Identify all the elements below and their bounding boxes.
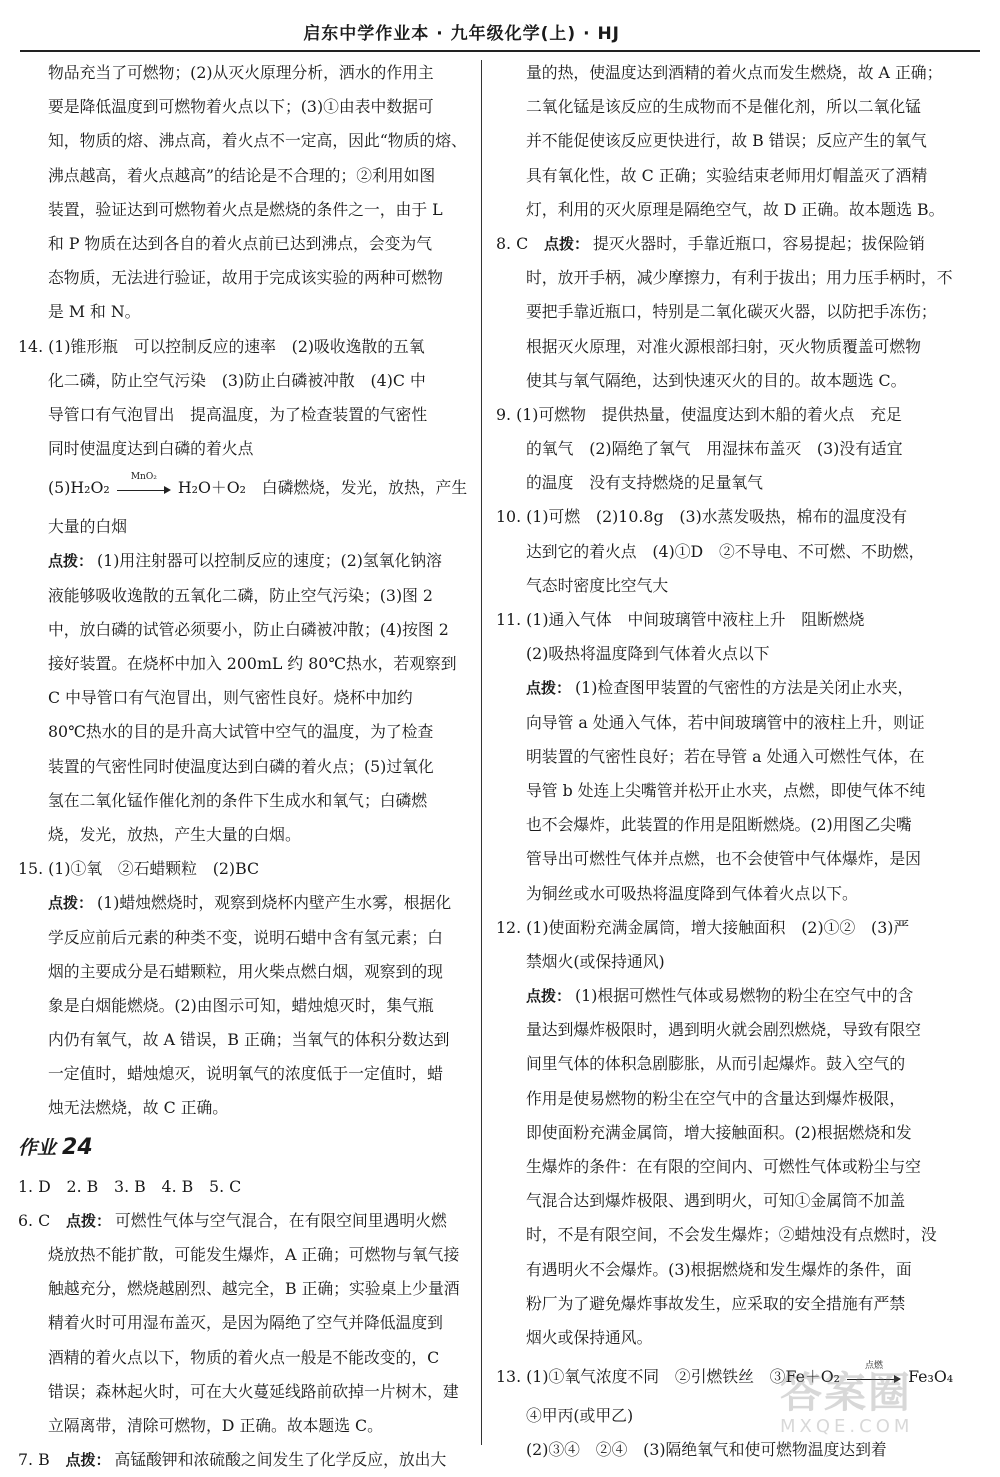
right-column [496, 56, 962, 1468]
text-line: 错误；森林起火时，可在大火蔓延线路前砍掉一片树木，建 [48, 1381, 459, 1401]
text-line: 达到它的着火点 (4)①D ②不导电、不可燃、不助燃， [526, 541, 925, 561]
text-line: 一定值时，蜡烛熄灭，说明氧气的浓度低于一定值时，蜡 [48, 1064, 443, 1084]
text-line: 沸点越高，着火点越高”的结论是不合理的；②利用如图 [48, 165, 436, 185]
tip-text: (1)检查图甲装置的气密性的方法是关闭止水夹， [575, 678, 914, 698]
text-line: 禁烟火(或保持通风) [526, 951, 665, 971]
text-line: 物品充当了可燃物；(2)从灭火原理分析，洒水的作用主 [48, 63, 434, 82]
text-line: 装置，验证达到可燃物着火点是燃烧的条件之一，由于 L [48, 199, 443, 219]
tip-line [496, 671, 962, 705]
tip-label: 点拨： [48, 894, 94, 913]
text-line: 同时使温度达到白磷的着火点 [48, 439, 254, 459]
text-line: 氢在二氧化锰作催化剂的条件下生成水和氧气；白磷燃 [48, 790, 428, 810]
text-line: 明装置的气密性良好；若在导管 a 处通入可燃性气体，在 [526, 746, 925, 766]
text-line: 80℃热水的目的是升高大试管中空气的温度，为了检查 [48, 722, 434, 742]
answer-12-line: 12. (1)使面粉充满金属筒，增大接触面积 (2)①② (3)严 [496, 917, 910, 937]
page-header-title: 启东中学作业本 · 九年级化学(上) · HJ [303, 24, 620, 44]
equation-product: Fe₃O₄ [908, 1367, 954, 1387]
text-line: 有遇明火不会爆炸。(3)根据燃烧和发生爆炸的条件，面 [526, 1259, 912, 1279]
text-line: 中，放白磷的试管必须要小，防止白磷被冲散；(4)按图 2 [48, 619, 449, 639]
text-line: 立隔离带，清除可燃物，D 正确。故本题选 C。 [48, 1415, 383, 1435]
text-line: 的温度 没有支持燃烧的足量氧气 [526, 473, 763, 493]
text-line: 使其与氧气隔绝，达到快速灭火的目的。故本题选 C。 [526, 370, 907, 390]
tip-label: 点拨： [48, 552, 94, 571]
homework-heading [18, 1126, 478, 1170]
answer-10-line: 10. (1)可燃 (2)10.8g (3)水蒸发吸热，棉布的温度没有 [496, 507, 908, 527]
text-line: 并不能促使该反应更快进行，故 B 错误；反应产生的氧气 [526, 131, 927, 151]
watermark-logo [780, 1370, 980, 1444]
text-line: 烟火或保持通风。 [526, 1327, 653, 1347]
text-line: 知，物质的熔、沸点高，着火点不一定高，因此“物质的熔、 [48, 131, 467, 151]
answer-13-text: 13. (1)①氧气浓度不同 ②引燃铁丝 ③Fe＋O₂ [496, 1367, 840, 1387]
reaction-arrow-icon [117, 471, 171, 496]
text-line: 也不会爆炸，此装置的作用是阻断燃烧。(2)用图乙尖嘴 [526, 815, 912, 835]
homework-title [18, 1134, 93, 1160]
text-line: 具有氧化性，故 C 正确；实验结束老师用灯帽盖灭了酒精 [526, 165, 928, 185]
column-divider [481, 60, 482, 1445]
answer-11-line: 11. (1)通入气体 中间玻璃管中液柱上升 阻断燃烧 [496, 610, 865, 629]
tip-text: 高锰酸钾和浓硫酸之间发生了化学反应，放出大 [114, 1450, 447, 1470]
text-line: 精着火时可用湿布盖灭，是因为隔绝了空气并降低温度到 [48, 1313, 443, 1333]
watermark-url: MXQE.COM [780, 1416, 914, 1437]
answer-7-key: 7. B [18, 1450, 66, 1470]
text-line: 时，不是有限空间，不会发生爆炸；②蜡烛没有点燃时，没 [526, 1225, 937, 1245]
text-line: 间里气体的体积急剧膨胀，从而引起爆炸。鼓入空气的 [526, 1054, 906, 1074]
text-line: 液能够吸收逸散的五氧化二磷，防止空气污染；(3)图 2 [48, 585, 433, 605]
tip-label: 点拨： [65, 1211, 111, 1230]
text-line: 触越充分，燃烧越剧烈、越完全，B 正确；实验桌上少量酒 [48, 1279, 460, 1299]
text-line: 和 P 物质在达到各自的着火点前已达到沸点，会变为气 [48, 233, 433, 253]
answer-6-line [18, 1204, 478, 1238]
tip-label: 点拨： [543, 234, 589, 253]
watermark-text: 答案圈 [780, 1368, 913, 1417]
homework-label: 作业 [18, 1136, 57, 1159]
answers-1-5-line: 1. D 2. B 3. B 4. B 5. C [18, 1176, 242, 1196]
tip-text: 提灭火器时，手靠近瓶口，容易提起；拔保险销 [593, 233, 925, 253]
text-line: 灯，利用的灭火原理是隔绝空气，故 D 正确。故本题选 B。 [526, 199, 945, 219]
page-header [20, 6, 980, 52]
tip-text: (1)用注射器可以控制反应的速度；(2)氢氧化钠溶 [97, 551, 442, 571]
tip-label: 点拨： [526, 679, 572, 698]
answer-9-line: 9. (1)可燃物 提供热量，使温度达到木船的着火点 充足 [496, 404, 902, 424]
text-line: 态物质，无法进行验证，故用于完成该实验的两种可燃物 [48, 268, 443, 288]
text-line: 作用是使易燃物的粉尘在空气中的含量达到爆炸极限， [526, 1088, 906, 1108]
tip-text: (1)蜡烛燃烧时，观察到烧杯内壁产生水雾，根据化 [97, 893, 452, 913]
text-line: 导管口有气泡冒出 提高温度，为了检查装置的气密性 [48, 404, 428, 424]
answer-14-line: 14. (1)锥形瓶 可以控制反应的速率 (2)吸收逸散的五氧 [18, 336, 425, 356]
text-line: 为铜丝或水可吸热将温度降到气体着火点以下。 [526, 883, 858, 903]
reaction-condition: 点燃 [865, 1360, 884, 1371]
answer-8-line [496, 227, 962, 261]
text-line: 粉厂为了避免爆炸事故发生，应采取的安全措施有严禁 [526, 1293, 906, 1313]
text-line: 接好装置。在烧杯中加入 200mL 约 80℃热水，若观察到 [48, 654, 457, 673]
text-line: 装置的气密性同时使温度达到白磷的着火点；(5)过氧化 [48, 756, 434, 776]
text-line: 烧，发光，放热，产生大量的白烟。 [48, 824, 301, 844]
equation-product: H₂O＋O₂ 白磷燃烧，发光，放热，产生 [177, 478, 468, 498]
text-line: 是 M 和 N。 [48, 302, 141, 322]
answer-8-key: 8. C [496, 233, 544, 253]
text-line: 内仍有氧气，故 A 错误，B 正确；当氧气的体积分数达到 [48, 1030, 450, 1050]
text-line: 根据灭火原理，对准火源根部扫射，灭火物质覆盖可燃物 [526, 336, 921, 356]
tip-label: 点拨： [65, 1451, 111, 1470]
left-column [18, 56, 478, 1477]
answer-6-key: 6. C [18, 1210, 66, 1230]
text-line: 大量的白烟 [48, 517, 127, 537]
tip-line [18, 544, 478, 578]
tip-label: 点拨： [526, 987, 572, 1006]
text-line: 化二磷，防止空气污染 (3)防止白磷被冲散 (4)C 中 [48, 370, 426, 390]
text-line: (2)吸热将温度降到气体着火点以下 [526, 644, 770, 664]
text-line: (2)③④ ②④ (3)隔绝氧气和使可燃物温度达到着 [526, 1440, 887, 1460]
tip-line [496, 979, 962, 1013]
text-line: C 中导管口有气泡冒出，则气密性良好。烧杯中加约 [48, 688, 413, 708]
text-line: 学反应前后元素的种类不变，说明石蜡中含有氢元素；白 [48, 927, 443, 947]
homework-number: 24 [62, 1134, 93, 1160]
text-line: 时，放开手柄，减少摩擦力，有利于拔出；用力压手柄时，不 [526, 268, 953, 288]
text-line: 向导管 a 处通入气体，若中间玻璃管中的液柱上升，则证 [526, 712, 925, 732]
equation-reactant: (5)H₂O₂ [48, 478, 110, 498]
text-line: 即使面粉充满金属筒，增大接触面积。(2)根据燃烧和发 [526, 1122, 912, 1142]
reaction-condition: MnO₂ [130, 471, 157, 482]
tip-line [18, 886, 478, 920]
answer-7-line [18, 1443, 478, 1477]
answer-15-line: 15. (1)①氧 ②石蜡颗粒 (2)BC [18, 859, 260, 879]
text-line: 生爆炸的条件：在有限的空间内、可燃性气体或粉尘与空 [526, 1157, 921, 1176]
text-line: 酒精的着火点以下，物质的着火点一般是不能改变的，C [48, 1347, 440, 1367]
text-line: 要把手靠近瓶口，特别是二氧化碳灭火器，以防把手冻伤； [526, 302, 937, 322]
text-line: 量达到爆炸极限时，遇到明火就会剧烈燃烧，导致有限空 [526, 1020, 921, 1040]
tip-text: (1)根据可燃性气体或易燃物的粉尘在空气中的含 [575, 986, 914, 1006]
chemical-equation-line [18, 466, 478, 510]
text-line: 要是降低温度到可燃物着火点以下；(3)①由表中数据可 [48, 97, 434, 117]
text-line: 二氧化锰是该反应的生成物而不是催化剂，所以二氧化锰 [526, 97, 921, 117]
text-line: 烛无法燃烧，故 C 正确。 [48, 1098, 229, 1118]
text-line: ④甲丙(或甲乙) [526, 1406, 634, 1426]
text-line: 的氧气 (2)隔绝了氧气 用湿抹布盖灭 (3)没有适宜 [526, 439, 903, 459]
text-line: 气混合达到爆炸极限、遇到明火，可知①金属筒不加盖 [526, 1191, 906, 1211]
text-line: 管导出可燃性气体并点燃，也不会使管中气体爆炸，是因 [526, 849, 921, 869]
text-line: 烟的主要成分是石蜡颗粒，用火柴点燃白烟，观察到的现 [48, 961, 443, 981]
tip-text: 可燃性气体与空气混合，在有限空间里遇明火燃 [115, 1210, 447, 1230]
text-line: 象是白烟能燃烧。(2)由图示可知，蜡烛熄灭时，集气瓶 [48, 995, 434, 1015]
text-line: 烧放热不能扩散，可能发生爆炸，A 正确；可燃物与氧气接 [48, 1245, 460, 1264]
text-line: 量的热，使温度达到酒精的着火点而发生燃烧，故 A 正确； [526, 63, 943, 82]
text-line: 导管 b 处连上尖嘴管并松开止水夹，点燃，即使气体不纯 [526, 780, 926, 800]
text-line: 气态时密度比空气大 [526, 575, 669, 595]
